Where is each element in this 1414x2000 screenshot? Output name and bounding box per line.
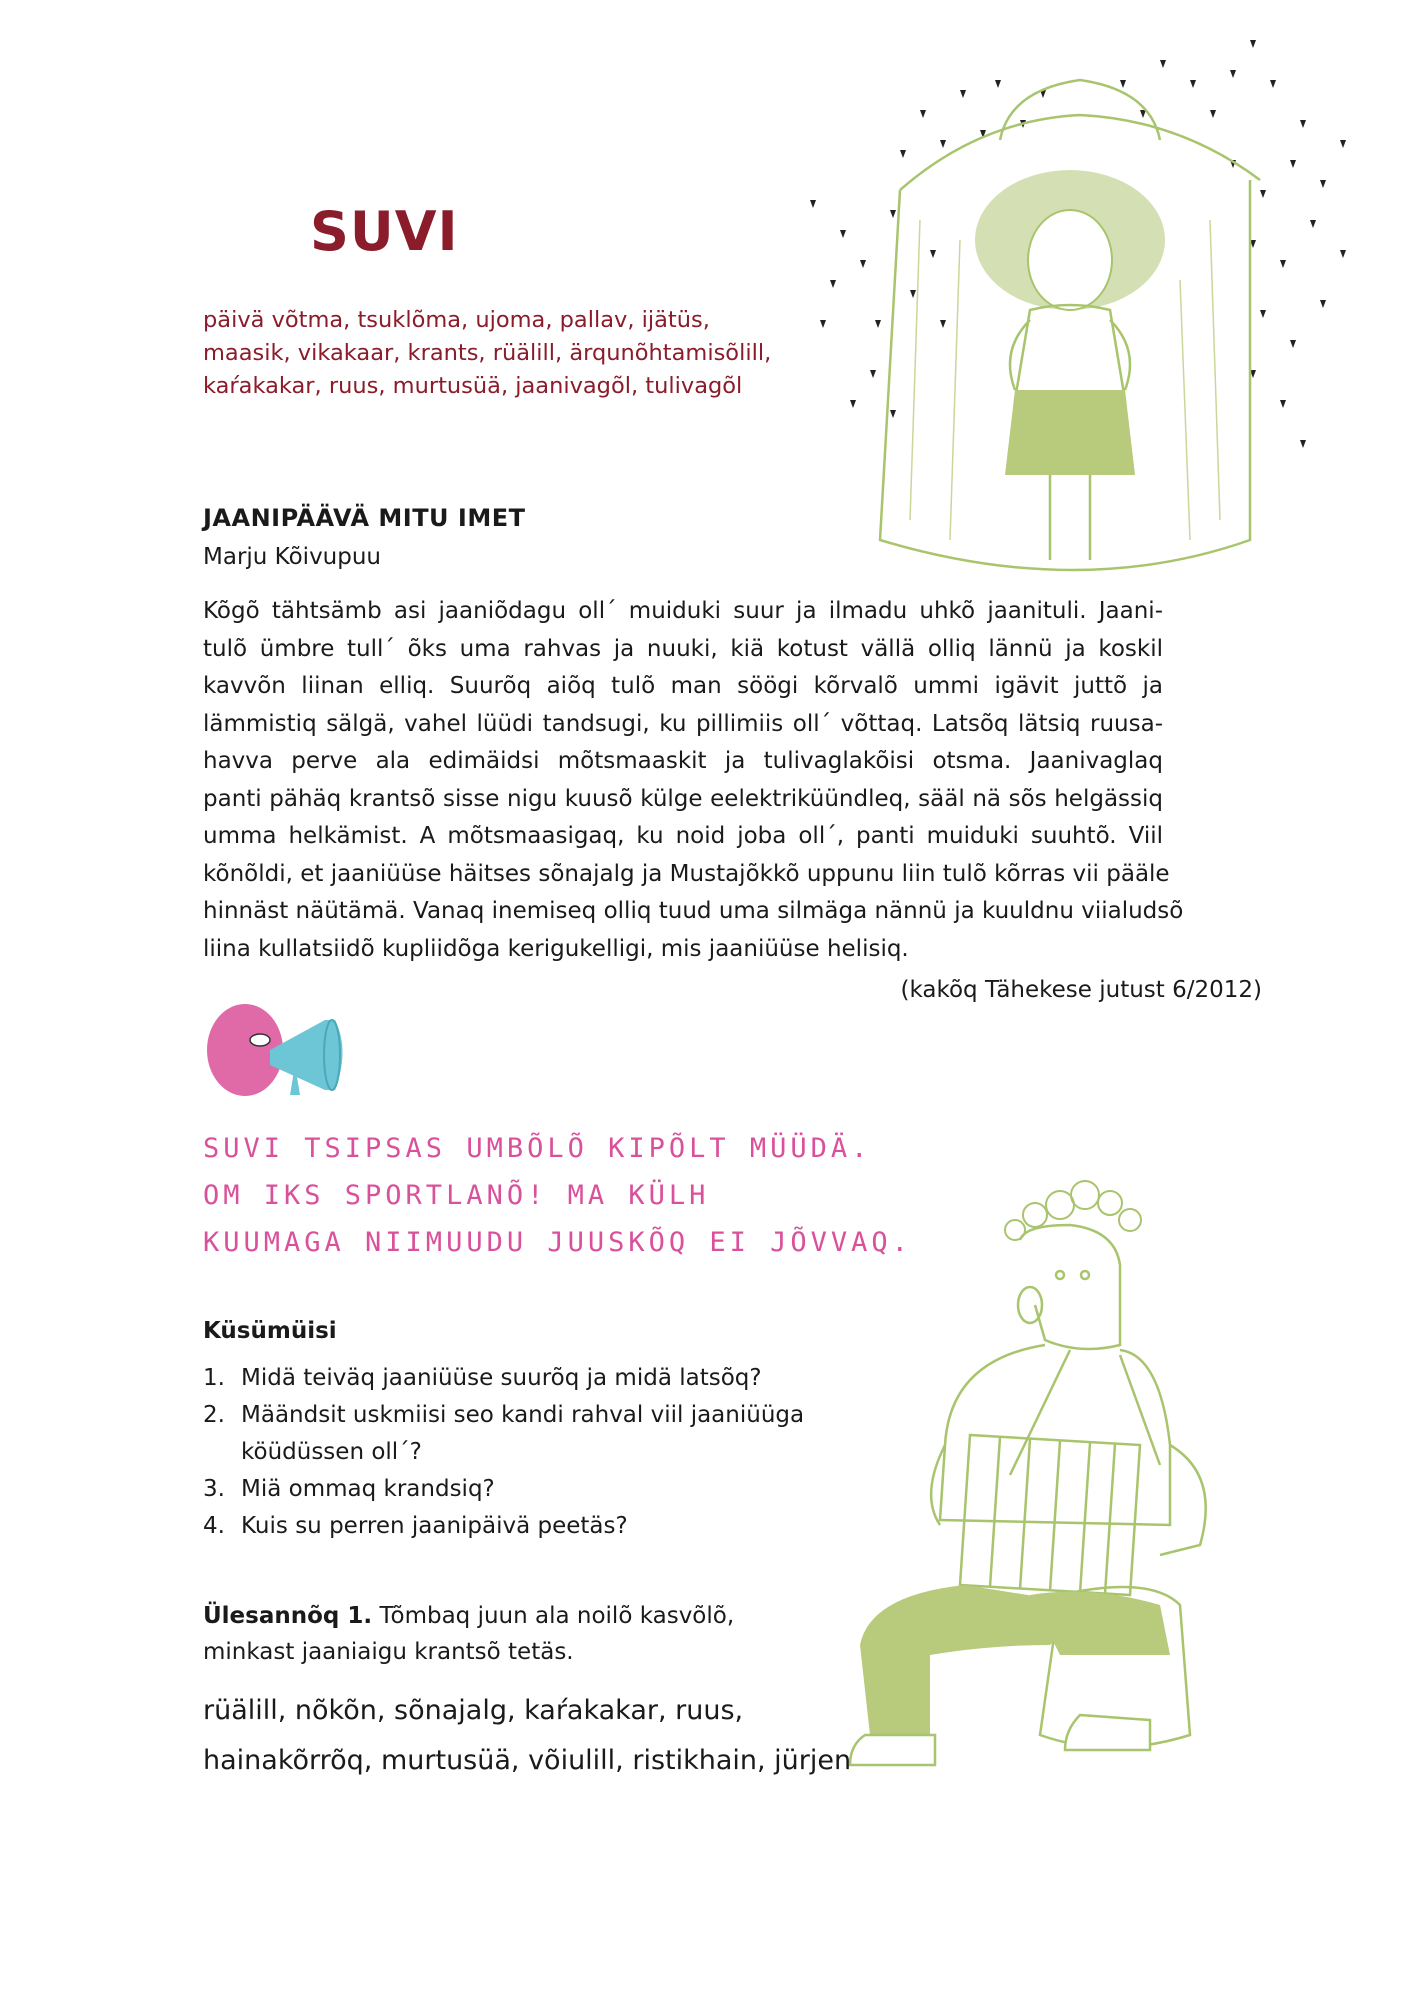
story-source: (kakõq Tähekese jutust 6/2012) (900, 977, 1262, 1003)
story-line: lämmistiq sälgä, vahel lüüdi tandsugi, ku pillimiis oll´ võttaq. Latsõq lätsiq ruusa- (203, 710, 1163, 737)
handwritten-line: OM IKS SPORTLANÕ! MA KÜLH (203, 1180, 710, 1211)
task-text: Tõmbaq juun ala noilõ kasvõlõ, minkast jaaniaigu krantsõ tetäs. (203, 1603, 735, 1665)
story-line: panti pähäq krantsõ sisse nigu kuusõ külge eelektriküündleq, sääl nä sõs helgässiq (203, 785, 1163, 812)
page-title: SUVI (310, 200, 459, 263)
task-word-line: rüälill, nõkõn, sõnajalg, kaŕakakar, ruus, (203, 1695, 744, 1726)
girl-in-rain-illustration (780, 20, 1380, 600)
story-line: umma helkämist. A mõtsmaasigaq, ku noid joba oll´, panti muiduki suuhtõ. Viil (203, 823, 1163, 849)
task-instructions (203, 1598, 783, 1670)
story-line: Kõgõ tähtsämb asi jaaniõdagu oll´ muiduki suur ja ilmadu uhkõ jaanituli. Jaani- (203, 598, 1163, 624)
vocabulary-list (203, 304, 803, 403)
megaphone-icon (270, 1020, 343, 1090)
questions-list (203, 1360, 823, 1545)
question-item: 1. Midä teiväq jaaniüüse suurõq ja midä latsõq? (203, 1365, 762, 1391)
handwritten-line: KUUMAGA NIIMUUDU JUUSKÕQ EI JÕVVAQ. (203, 1227, 912, 1258)
handwritten-note (203, 1125, 912, 1266)
flower-crown (1005, 1181, 1141, 1240)
task-word-line: hainakõrrõq, murtusüä, võiulill, ristikhain, jürjen (203, 1745, 852, 1776)
question-item: 4. Kuis su perren jaanipäivä peetäs? (203, 1513, 628, 1539)
story-body (203, 593, 1184, 968)
hat-outline (880, 80, 1260, 570)
vocab-line: maasik, vikakaar, krants, rüälill, ärqunõhtamisõlill, (203, 340, 772, 366)
story-line: hinnäst näütämä. Vanaq inemiseq olliq tuud uma silmäga nännü ja kuuldnu viialudsõ (203, 898, 1184, 924)
story-author: Marju Kõivupuu (203, 544, 382, 570)
story-line: havva perve ala edimäidsi mõtsmaaskit ja tulivaglakõisi otsma. Jaanivaglaq (203, 748, 1163, 774)
skirt (1005, 390, 1135, 475)
vocab-line: päivä võtma, tsuklõma, ujoma, pallav, ijätüs, (203, 307, 710, 333)
story-title: JAANIPÄÄVÄ MITU IMET (203, 504, 526, 532)
face (1028, 210, 1112, 310)
questions-title: Küsümüisi (203, 1318, 337, 1344)
story-line: tulõ ümbre tull´ õks uma rahvas ja nuuki, kiä kotust vällä olliq lännü ja koskil (203, 635, 1163, 662)
task-label: Ülesannõq 1. (203, 1603, 373, 1629)
task-word-list (203, 1686, 923, 1786)
player-body (931, 1225, 1206, 1748)
handwritten-line: SUVI TSIPSAS UMBÕLÕ KIPÕLT MÜÜDÄ. (203, 1133, 872, 1164)
glasses (250, 1034, 270, 1046)
question-item: 2. Määndsit uskmiisi seo kandi rahval viil jaaniüüga köüdüssen oll´? (203, 1402, 805, 1465)
story-line: kavvõn liinan elliq. Suurõq aiõq tulõ man söögi kõrvalõ ummi igävit juttõ ja (203, 673, 1163, 699)
accordion-player-illustration (830, 1175, 1270, 1775)
question-item: 3. Miä ommaq krandsiq? (203, 1476, 495, 1502)
story-line: kõnõldi, et jaaniüüse häitses sõnajalg ja Mustajõkkõ uppunu liin tulõ kõrras vii pääle (203, 860, 1170, 887)
megaphone-man-illustration (200, 995, 380, 1105)
vocab-line: kaŕakakar, ruus, murtusüä, jaanivagõl, tulivagõl (203, 373, 743, 399)
story-line: liina kullatsiidõ kupliidõga kerigukelligi, mis jaaniüüse helisiq. (203, 935, 909, 962)
